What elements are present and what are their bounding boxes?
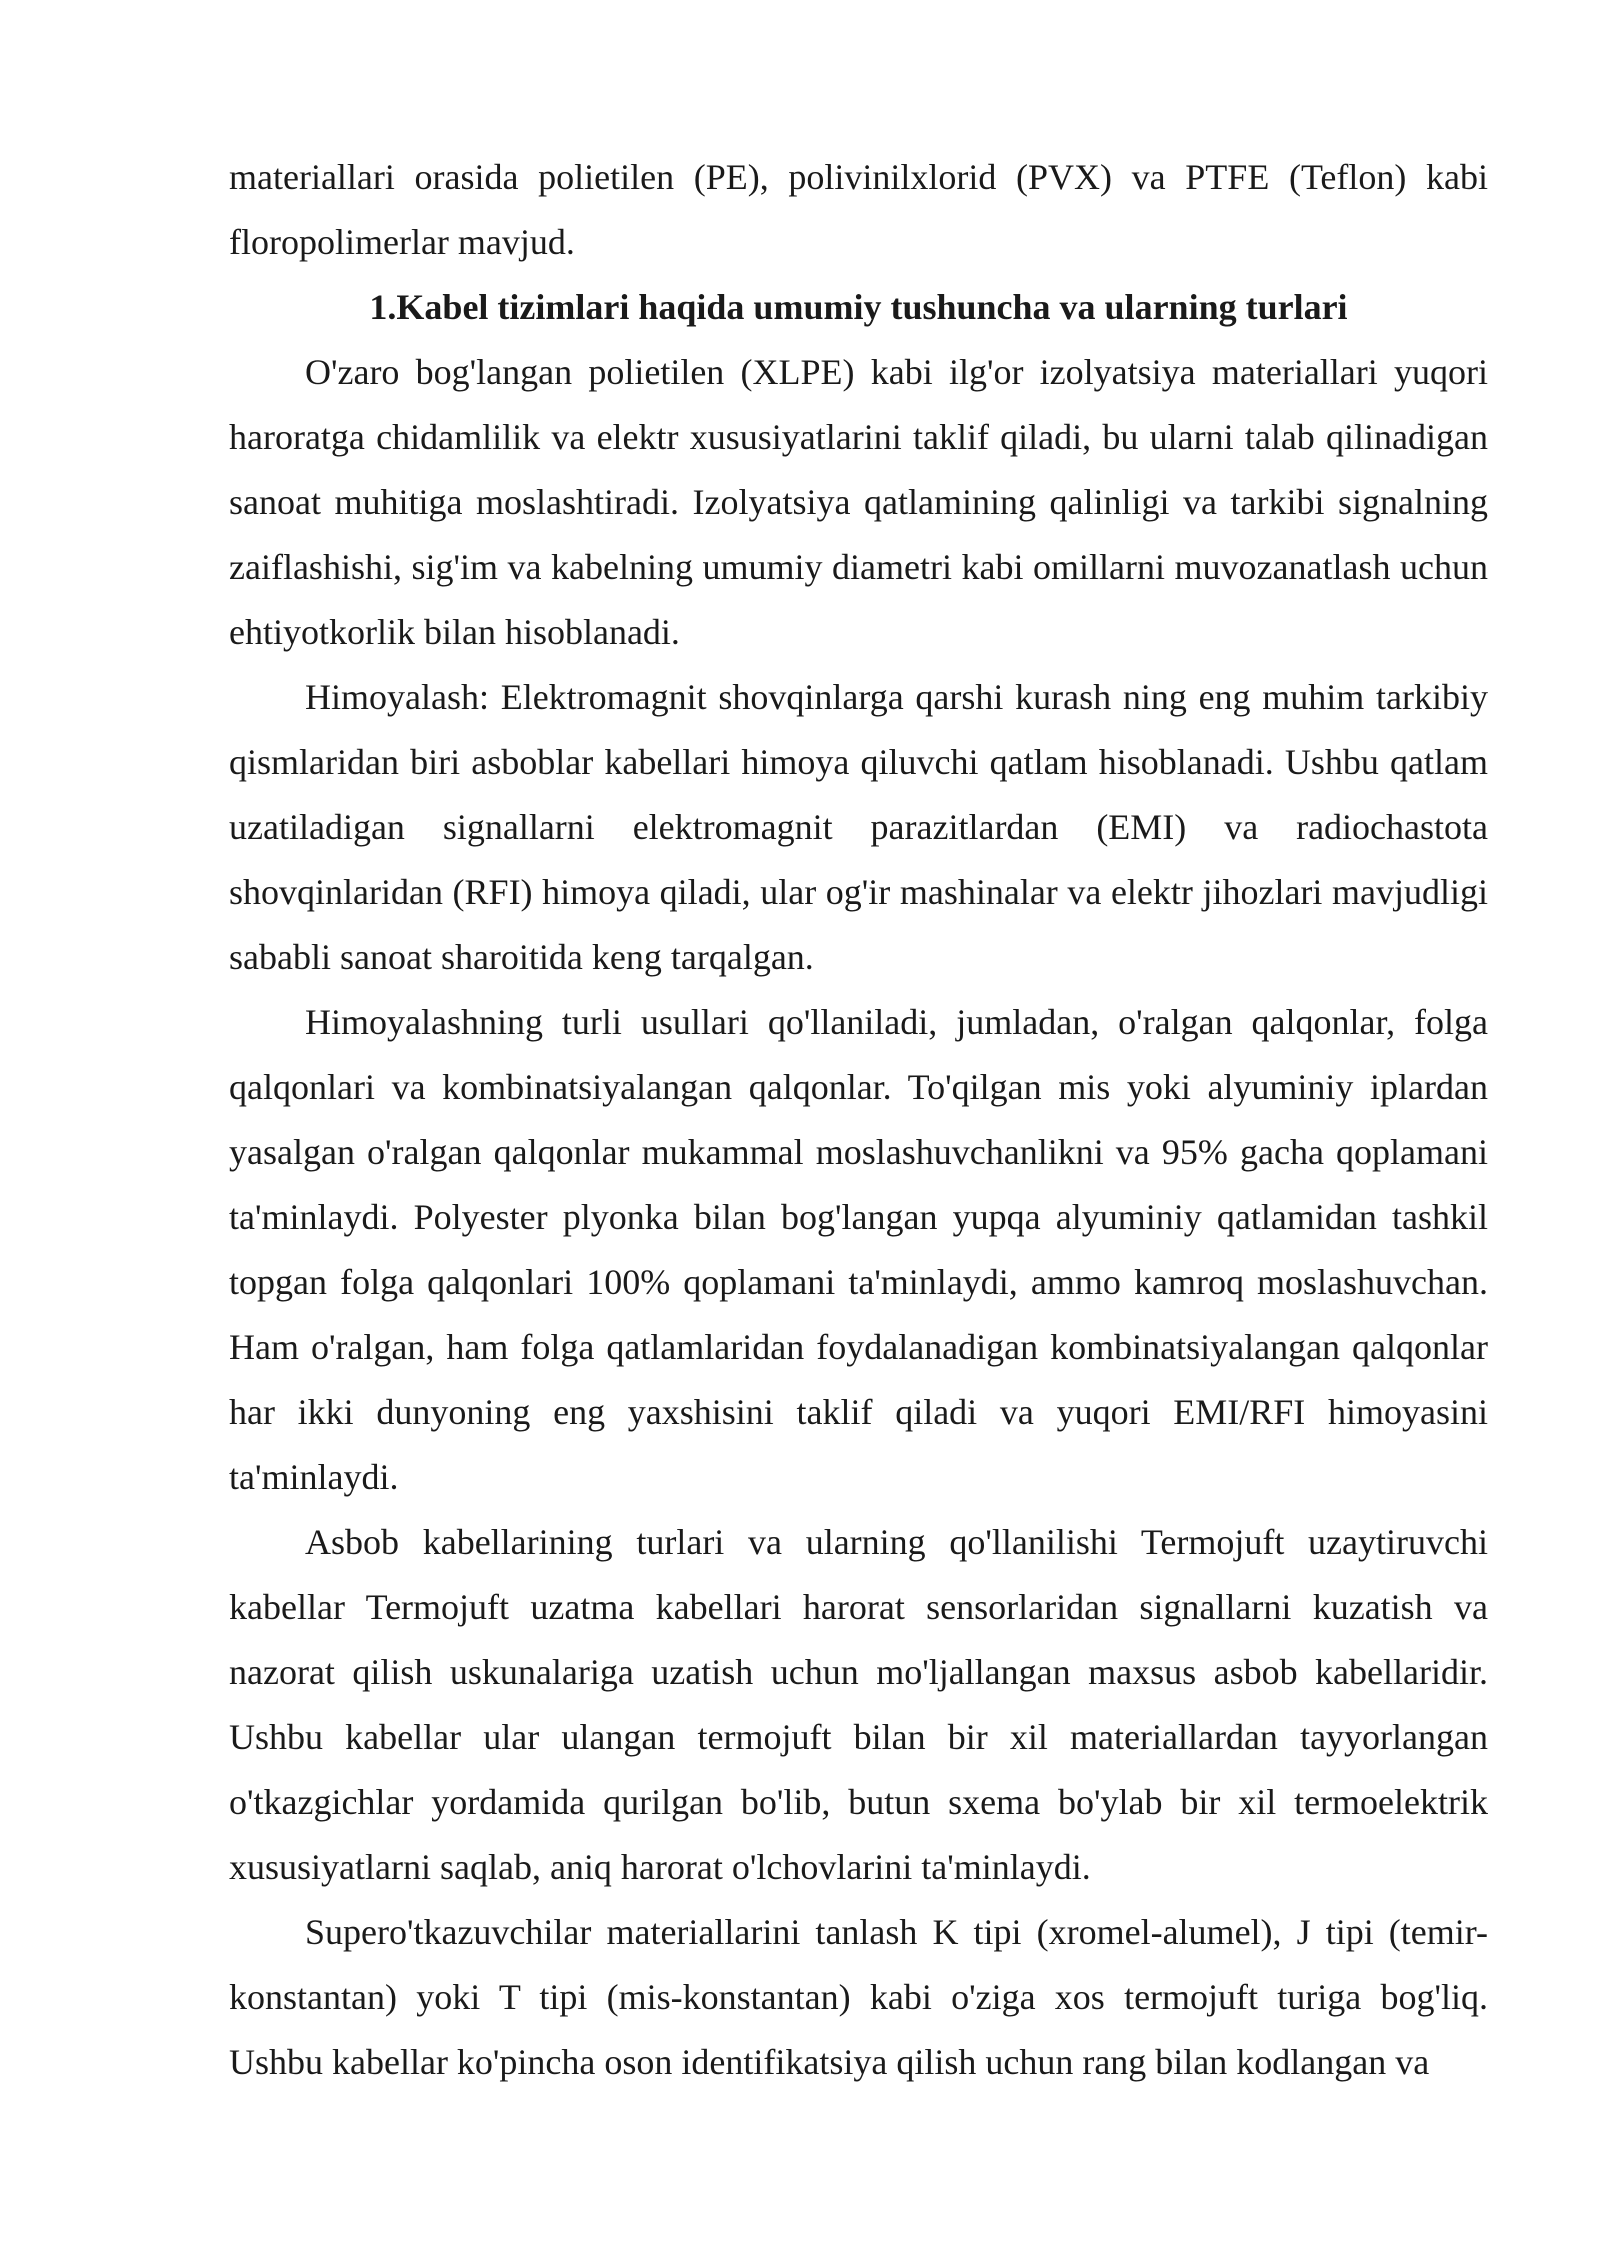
- paragraph-conductor-materials: Supero'tkazuvchilar materiallarini tanlash K tipi (xromel-alumel), J tipi (temir-konstantan) yoki T tipi (mis-konstantan) kabi o'ziga xos termojuft turiga bog'liq. Ushbu kabellar ko'pincha oson identifikatsiya qilish uchun rang bilan kodlangan va: [229, 1912, 1488, 2082]
- paragraph-shielding-methods: Himoyalashning turli usullari qo'llaniladi, jumladan, o'ralgan qalqonlar, folga qalqonlari va kombinatsiyalangan qalqonlar. To'qilgan mis yoki alyuminiy iplardan yasalgan o'ralgan qalqonlar mukammal moslashuvchanlikni va 95% gacha qoplamani ta'minlaydi. Polyester plyonka bilan bog'langan yupqa alyuminiy qatlamidan tashkil topgan folga qalqonlari 100% qoplamani ta'minlaydi, ammo kamroq moslashuvchan. Ham o'ralgan, ham folga qatlamlaridan foydalanadigan kombinatsiyalangan qalqonlar har ikki dunyoning eng yaxshisini taklif qiladi va yuqori EMI/RFI himoyasini ta'minlaydi.: [229, 1002, 1488, 1497]
- paragraph-continuation: materiallari orasida polietilen (PE), polivinilxlorid (PVX) va PTFE (Teflon) kabi floropolimerlar mavjud.: [229, 157, 1488, 262]
- paragraph-shielding: Himoyalash: Elektromagnit shovqinlarga qarshi kurash ning eng muhim tarkibiy qismlaridan biri asboblar kabellari himoya qiluvchi qatlam hisoblanadi. Ushbu qatlam uzatiladigan signallarni elektromagnit parazitlardan (EMI) va radiochastota shovqinlaridan (RFI) himoya qiladi, ular og'ir mashinalar va elektr jihozlari mavjudligi sababli sanoat sharoitida keng tarqalgan.: [229, 677, 1488, 977]
- page-body: [229, 145, 1488, 2095]
- paragraph-insulation: O'zaro bog'langan polietilen (XLPE) kabi ilg'or izolyatsiya materiallari yuqori haroratga chidamlilik va elektr xususiyatlarini taklif qiladi, bu ularni talab qilinadigan sanoat muhitiga moslashtiradi. Izolyatsiya qatlamining qalinligi va tarkibi signalning zaiflashishi, sig'im va kabelning umumiy diametri kabi omillarni muvozanatlash uchun ehtiyotkorlik bilan hisoblanadi.: [229, 352, 1488, 652]
- section-heading: 1.Kabel tizimlari haqida umumiy tushuncha va ularning turlari: [369, 287, 1348, 327]
- paragraph-thermocouple-cables: Asbob kabellarining turlari va ularning qo'llanilishi Termojuft uzaytiruvchi kabellar Termojuft uzatma kabellari harorat sensorlaridan signallarni kuzatish va nazorat qilish uskunalariga uzatish uchun mo'ljallangan maxsus asbob kabellaridir. Ushbu kabellar ular ulangan termojuft bilan bir xil materiallardan tayyorlangan o'tkazgichlar yordamida qurilgan bo'lib, butun sxema bo'ylab bir xil termoelektrik xususiyatlarni saqlab, aniq harorat o'lchovlarini ta'minlaydi.: [229, 1522, 1488, 1887]
